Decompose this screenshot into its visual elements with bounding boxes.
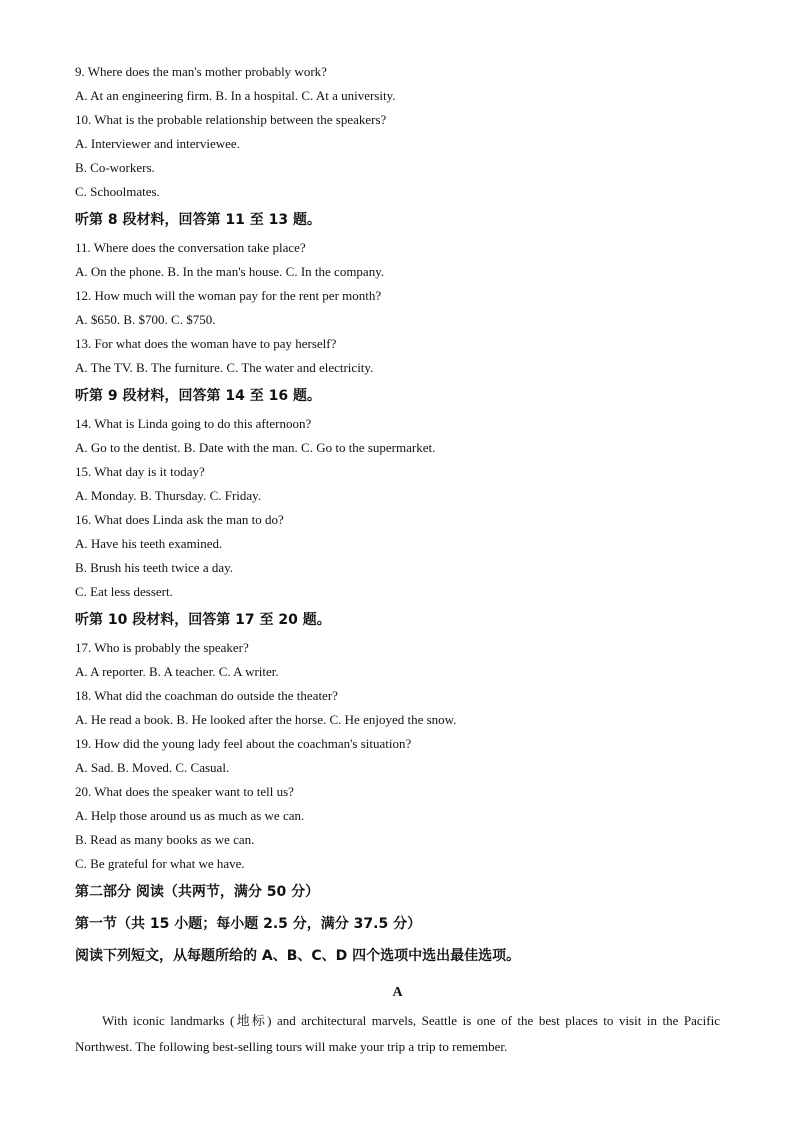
passage-paragraph: With iconic landmarks (地标) and architectural marvels, Seattle is one of the best places to visit in the Pacific Northwest. The following best-selling tours will make your trip a trip to remember.	[75, 1013, 720, 1054]
question-line: 10. What is the probable relationship between the speakers?	[75, 112, 387, 127]
exam-page	[75, 60, 720, 1060]
question-line: A. Have his teeth examined.	[75, 536, 223, 551]
question-line: 15. What day is it today?	[75, 464, 205, 479]
question-line: B. Brush his teeth twice a day.	[75, 560, 234, 575]
section-heading: 听第 10 段材料，回答第 17 至 20 题。	[75, 612, 331, 628]
question-line: 14. What is Linda going to do this afternoon?	[75, 416, 312, 431]
question-line: A. A reporter. B. A teacher. C. A writer.	[75, 664, 279, 679]
question-line: C. Eat less dessert.	[75, 584, 173, 599]
question-line: B. Co-workers.	[75, 160, 155, 175]
question-line: 9. Where does the man's mother probably work?	[75, 64, 327, 79]
question-line: 16. What does Linda ask the man to do?	[75, 512, 284, 527]
passage-title: A	[392, 985, 403, 1000]
question-line: B. Read as many books as we can.	[75, 832, 255, 847]
section-heading: 第一节（共 15 小题；每小题 2.5 分，满分 37.5 分）	[75, 916, 422, 932]
question-line: A. Go to the dentist. B. Date with the man. C. Go to the supermarket.	[75, 440, 436, 455]
section-heading: 第二部分 阅读（共两节，满分 50 分）	[75, 884, 320, 900]
section-heading: 阅读下列短文，从每题所给的 A、B、C、D 四个选项中选出最佳选项。	[75, 948, 521, 964]
question-line: 20. What does the speaker want to tell us?	[75, 784, 294, 799]
question-line: 13. For what does the woman have to pay herself?	[75, 336, 337, 351]
question-line: A. At an engineering firm. B. In a hospital. C. At a university.	[75, 88, 396, 103]
question-line: A. The TV. B. The furniture. C. The water and electricity.	[75, 360, 374, 375]
question-line: A. $650. B. $700. C. $750.	[75, 312, 216, 327]
question-line: 17. Who is probably the speaker?	[75, 640, 249, 655]
question-line: A. Interviewer and interviewee.	[75, 136, 240, 151]
question-line: A. He read a book. B. He looked after the horse. C. He enjoyed the snow.	[75, 712, 457, 727]
question-line: 18. What did the coachman do outside the theater?	[75, 688, 338, 703]
question-line: C. Be grateful for what we have.	[75, 856, 245, 871]
question-line: C. Schoolmates.	[75, 184, 160, 199]
question-line: 11. Where does the conversation take place?	[75, 240, 306, 255]
question-line: A. Help those around us as much as we can.	[75, 808, 305, 823]
section-heading: 听第 9 段材料，回答第 14 至 16 题。	[75, 388, 321, 404]
question-line: A. Monday. B. Thursday. C. Friday.	[75, 488, 262, 503]
question-line: A. Sad. B. Moved. C. Casual.	[75, 760, 230, 775]
question-line: 19. How did the young lady feel about the coachman's situation?	[75, 736, 412, 751]
question-line: A. On the phone. B. In the man's house. C. In the company.	[75, 264, 385, 279]
section-heading: 听第 8 段材料，回答第 11 至 13 题。	[75, 212, 321, 228]
question-line: 12. How much will the woman pay for the rent per month?	[75, 288, 382, 303]
